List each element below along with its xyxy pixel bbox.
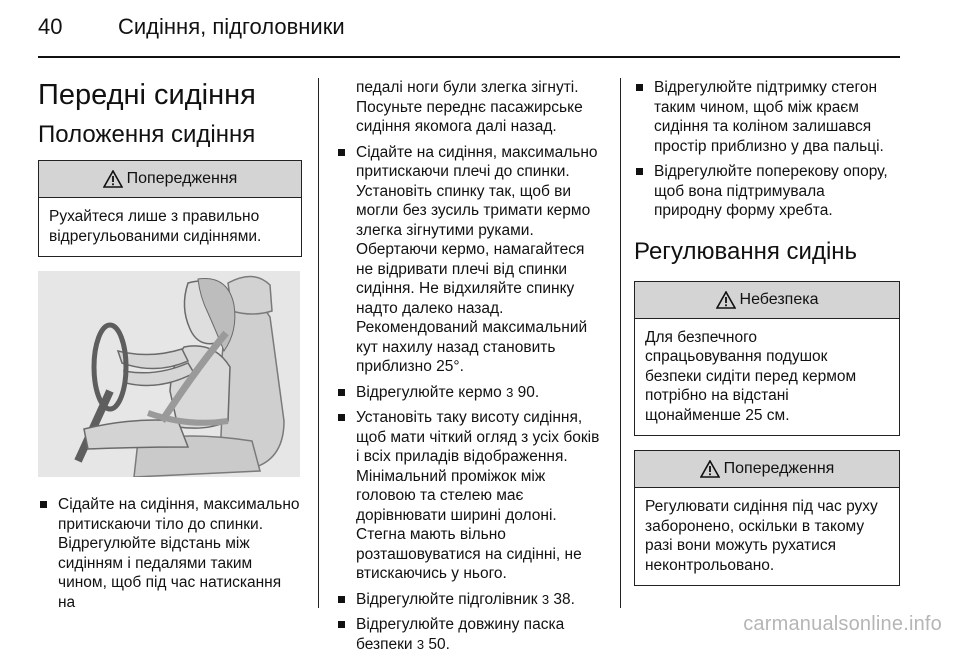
warning-text: Рухайтеся лише з правильно відрегульованими сидіннями. bbox=[49, 208, 262, 245]
column-2 bbox=[336, 78, 606, 660]
danger-label: Небезпека bbox=[739, 290, 819, 308]
page-ref-arrow-icon: 3 bbox=[506, 384, 514, 400]
header-rule bbox=[38, 56, 900, 58]
warning-label: Попередження bbox=[723, 460, 835, 477]
section-heading: Передні сидіння bbox=[38, 79, 256, 111]
column-divider-1 bbox=[318, 78, 319, 608]
list-item: Сідайте на сидіння, максимально притискаючи тіло до спинки. Відрегулюйте відстань між сидінням і педалями таким чином, щоб під час натискання на bbox=[38, 495, 302, 612]
list-item: Установіть таку висоту сидіння, щоб мати чіткий огляд з усіх боків і всіх приладів відображення. Мінімальний проміжок між головою та стелею має дорівнювати ширині долоні. Стегна мають вільно розташовуватися на сидінні, не втискаючись у нього. bbox=[336, 408, 606, 584]
watermark: carmanualsonline.info bbox=[743, 613, 942, 635]
page-ref-arrow-icon: 3 bbox=[416, 636, 425, 652]
bullet-list-col1 bbox=[38, 495, 302, 612]
page-ref[interactable]: 50. bbox=[428, 635, 450, 653]
page-number: 40 bbox=[38, 14, 63, 39]
list-item: Сідайте на сидіння, максимально притискаючи плечі до спинки. Установіть спинку так, щоб ви могли без зусиль тримати кермо злегка зігнутими руками. Обертаючи кермо, намагайтеся не відривати плечі від спинки сидіння. Не відхиляйте спинку надто далеко назад. Рекомендований максимальний кут нахилу назад становить приблизно 25°. bbox=[336, 143, 606, 377]
danger-text: Для безпечного спрацьовування подушок безпеки сидіти перед кермом потрібно на відстані щонайменше 25 см. bbox=[645, 328, 857, 424]
warning-triangle-icon bbox=[700, 460, 720, 478]
continued-text: педалі ноги були злегка зігнуті. Посуньте переднє пасажирське сидіння якомога далі назад. bbox=[356, 79, 583, 135]
bullet-list-col2 bbox=[336, 143, 606, 655]
column-1 bbox=[38, 78, 302, 618]
warning-triangle-icon bbox=[103, 170, 123, 188]
subsection-heading: Положення сидіння bbox=[38, 121, 256, 148]
warning-box bbox=[634, 450, 900, 586]
driver-seat-illustration bbox=[38, 271, 300, 477]
bullet-text: Відрегулюйте довжину паска безпеки bbox=[356, 616, 565, 653]
warning-box bbox=[38, 160, 302, 257]
page-ref[interactable]: 38. bbox=[553, 590, 575, 608]
warning-label: Попередження bbox=[126, 170, 238, 187]
column-3 bbox=[634, 78, 900, 600]
list-item: Відрегулюйте поперекову опору, щоб вона підтримувала природну форму хребта. bbox=[634, 162, 900, 221]
page-ref-arrow-icon: 3 bbox=[541, 591, 550, 607]
list-item: Відрегулюйте підтримку стегон таким чином, щоб між краєм сидіння та коліном залишався простір приблизно у два пальці. bbox=[634, 78, 900, 156]
subsection-heading: Регулювання сидінь bbox=[634, 237, 858, 265]
list-item bbox=[336, 383, 606, 403]
bullet-text: Відрегулюйте підголівник bbox=[356, 590, 538, 608]
list-item bbox=[336, 590, 606, 610]
bullet-list-col3 bbox=[634, 78, 900, 221]
bullet-text: Відрегулюйте кермо bbox=[356, 383, 502, 401]
danger-box bbox=[634, 281, 900, 437]
column-divider-2 bbox=[620, 78, 621, 608]
chapter-title: Сидіння, підголовники bbox=[118, 14, 345, 39]
warning-triangle-icon bbox=[716, 291, 736, 309]
page-ref[interactable]: 90. bbox=[517, 383, 540, 401]
list-item bbox=[336, 615, 606, 654]
warning-text: Регулювати сидіння під час руху заборонено, оскільки в такому разі вони можуть рухатися неконтрольовано. bbox=[645, 498, 878, 574]
